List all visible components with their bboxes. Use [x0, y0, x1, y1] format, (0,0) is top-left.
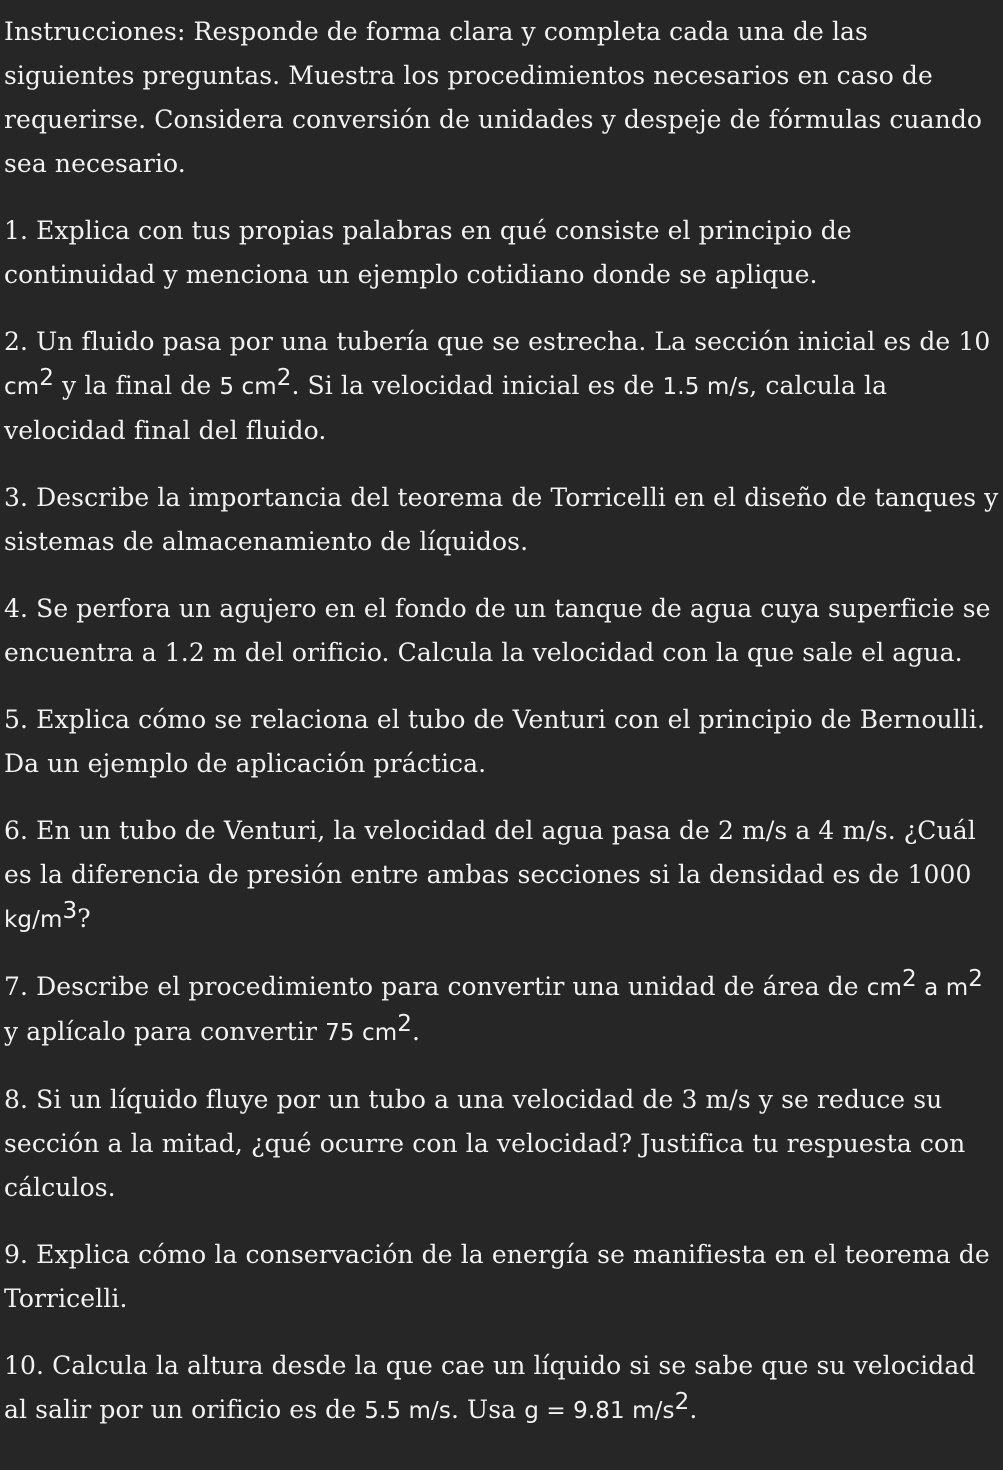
question-7-unit-cm: cm: [866, 975, 902, 1001]
instructions-paragraph: Instrucciones: Responde de forma clara y completa cada una de las siguientes preguntas. Muestra los procedimientos necesarios en caso de requerirse. Considera conversión de unidades y despeje de fórmulas cuando sea necesario.: [4, 17, 983, 178]
question-6: [4, 809, 999, 942]
question-7-value: 75 cm: [325, 1020, 398, 1046]
question-7: [4, 965, 999, 1055]
question-6-exponent: 3: [62, 898, 78, 924]
question-2-text-d: , calcula la velocidad final del fluido.: [4, 371, 888, 445]
question-10-text-b: . Usa: [450, 1395, 525, 1424]
question-10: [4, 1344, 999, 1433]
question-8: 8. Si un líquido fluye por un tubo a una velocidad de 3 m/s y se reduce su sección a la mitad, ¿qué ocurre con la velocidad? Justifica tu respuesta con cálculos.: [4, 1085, 966, 1202]
question-10-gravity: g = 9.81 m/s: [524, 1398, 675, 1424]
question-10-text-c: .: [689, 1395, 698, 1424]
question-2: [4, 320, 999, 453]
question-10-exponent: 2: [674, 1389, 690, 1415]
question-6-text-a: 6. En un tubo de Venturi, la velocidad del agua pasa de 2 m/s a 4 m/s. ¿Cuál es la diferencia de presión entre ambas secciones si la densidad es de 1000: [4, 816, 976, 889]
question-6-text-b: ?: [77, 904, 91, 933]
question-2-unit-cm: cm: [4, 374, 40, 400]
question-5: 5. Explica cómo se relaciona el tubo de Venturi con el principio de Bernoulli. Da un ejemplo de aplicación práctica.: [4, 705, 986, 778]
question-2-final-area: 5 cm: [219, 374, 277, 400]
question-9: 9. Explica cómo la conservación de la energía se manifiesta en el teorema de Torricelli.: [4, 1240, 990, 1313]
question-10-velocity: 5.5 m/s: [364, 1398, 451, 1424]
question-7-text-b: y aplícalo para convertir: [4, 1017, 326, 1046]
question-4: 4. Se perfora un agujero en el fondo de un tanque de agua cuya superficie se encuentra a 1.2 m del orificio. Calcula la velocidad con la que sale el agua.: [4, 594, 991, 667]
question-7-exponent-1: 2: [901, 966, 917, 992]
question-6-density-unit: kg/m: [4, 907, 63, 933]
question-7-text-a: 7. Describe el procedimiento para convertir una unidad de área de: [4, 972, 867, 1001]
question-2-text-a: 2. Un fluido pasa por una tubería que se estrecha. La sección inicial es de 10: [4, 327, 991, 356]
question-2-text-b: y la final de: [54, 371, 220, 400]
question-7-exponent-2: 2: [968, 966, 983, 992]
question-7-text-c: .: [412, 1017, 421, 1046]
question-2-text-c: . Si la velocidad inicial es de: [291, 371, 663, 400]
question-1: 1. Explica con tus propias palabras en qué consiste el principio de continuidad y menciona un ejemplo cotidiano donde se aplique.: [4, 216, 852, 289]
question-2-exponent-1: 2: [39, 365, 54, 391]
question-7-unit-m: a m: [916, 975, 969, 1001]
question-3: 3. Describe la importancia del teorema de Torricelli en el diseño de tanques y sistemas de almacenamiento de líquidos.: [4, 483, 999, 556]
question-10-text-a: 10. Calcula la altura desde la que cae un líquido si se sabe que su velocidad al salir por un orificio es de: [4, 1351, 976, 1424]
document-body: [4, 10, 999, 1456]
question-2-initial-velocity: 1.5 m/s: [662, 374, 750, 400]
question-7-exponent-3: 2: [397, 1011, 413, 1037]
question-2-exponent-2: 2: [276, 365, 292, 391]
